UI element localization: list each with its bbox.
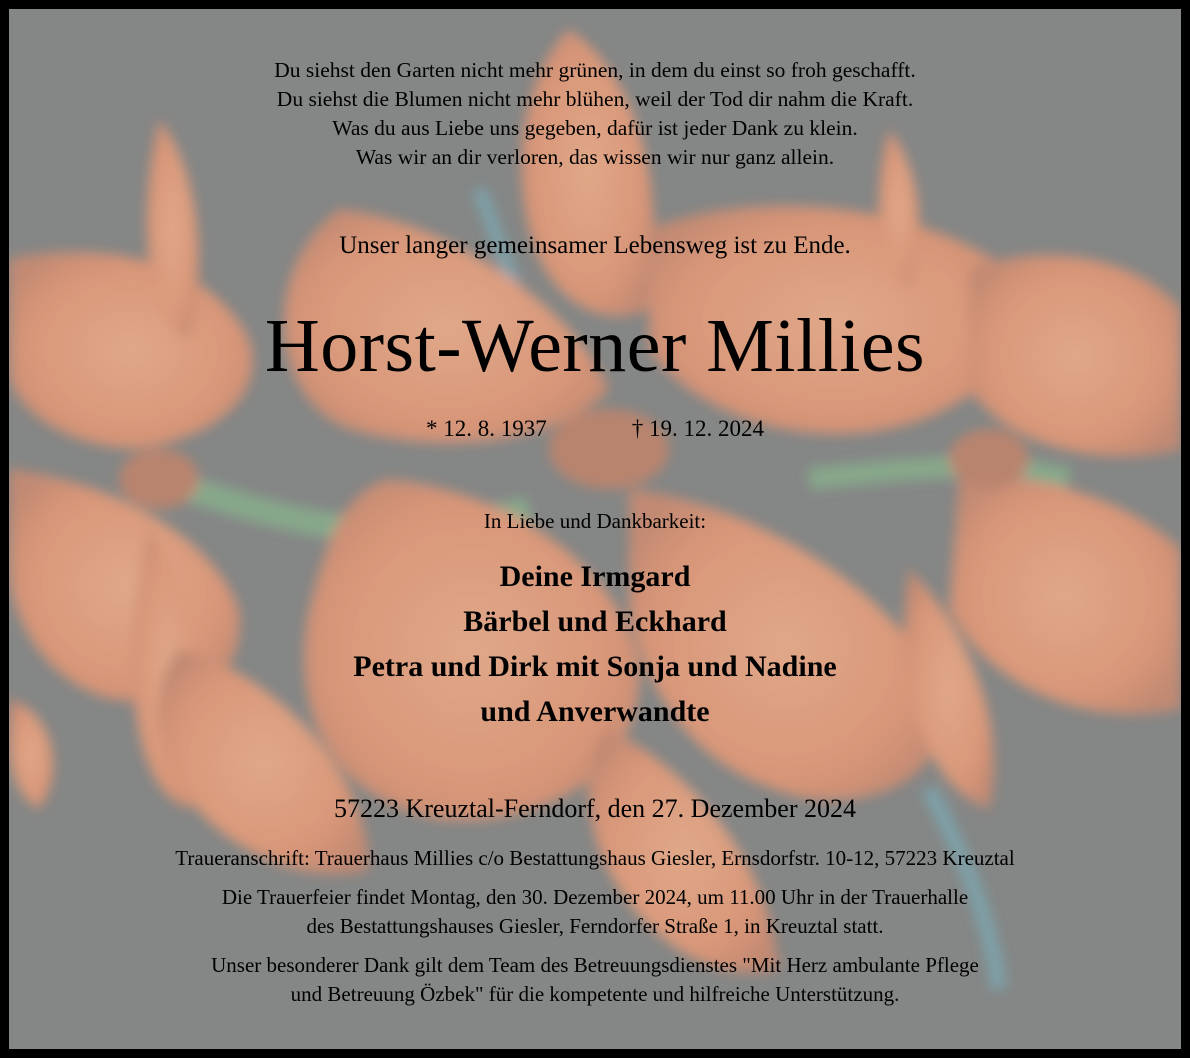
death-date: † 19. 12. 2024 [631,416,764,441]
family-line-2: Bärbel und Eckhard [463,605,727,638]
place-and-date: 57223 Kreuztal-Ferndorf, den 27. Dezember 2024 [334,794,856,823]
family-line-4: und Anverwandte [480,695,710,728]
family-line-3: Petra und Dirk mit Sonja und Nadine [353,650,837,683]
gratitude-line-1: Unser besonderer Dank gilt dem Team des Betreuungsdienstes "Mit Herz ambulante Pflege [211,953,979,977]
gratitude-line-2: und Betreuung Özbek" für die kompetente und hilfreiche Unterstützung. [290,982,900,1006]
life-dates [9,416,1181,442]
thanks-intro: In Liebe und Dankbarkeit: [483,509,707,533]
subtitle: Unser langer gemeinsamer Lebensweg ist zu Ende. [339,232,851,259]
ceremony-line-2: des Bestattungshauses Giesler, Ferndorfer Straße 1, in Kreuztal statt. [306,914,884,938]
deceased-name: Horst-Werner Millies [264,304,926,388]
poem-line-3: Was du aus Liebe uns gegeben, dafür ist jeder Dank zu klein. [332,116,858,140]
mourning-address: Traueranschrift: Trauerhaus Millies c/o Bestattungshaus Giesler, Ernsdorfstr. 10-12, 57223 Kreuztal [175,846,1015,870]
ceremony-line-1: Die Trauerfeier findet Montag, den 30. Dezember 2024, um 11.00 Uhr in der Trauerhalle [221,885,969,909]
poem-line-4: Was wir an dir verloren, das wissen wir nur ganz allein. [355,145,835,169]
birth-date: * 12. 8. 1937 [426,416,547,441]
poem-line-1: Du siehst den Garten nicht mehr grünen, in dem du einst so froh geschafft. [274,58,916,82]
poem-line-2: Du siehst die Blumen nicht mehr blühen, weil der Tod dir nahm die Kraft. [276,87,914,111]
family-line-1: Deine Irmgard [499,560,691,593]
notice-content [9,9,1181,1049]
